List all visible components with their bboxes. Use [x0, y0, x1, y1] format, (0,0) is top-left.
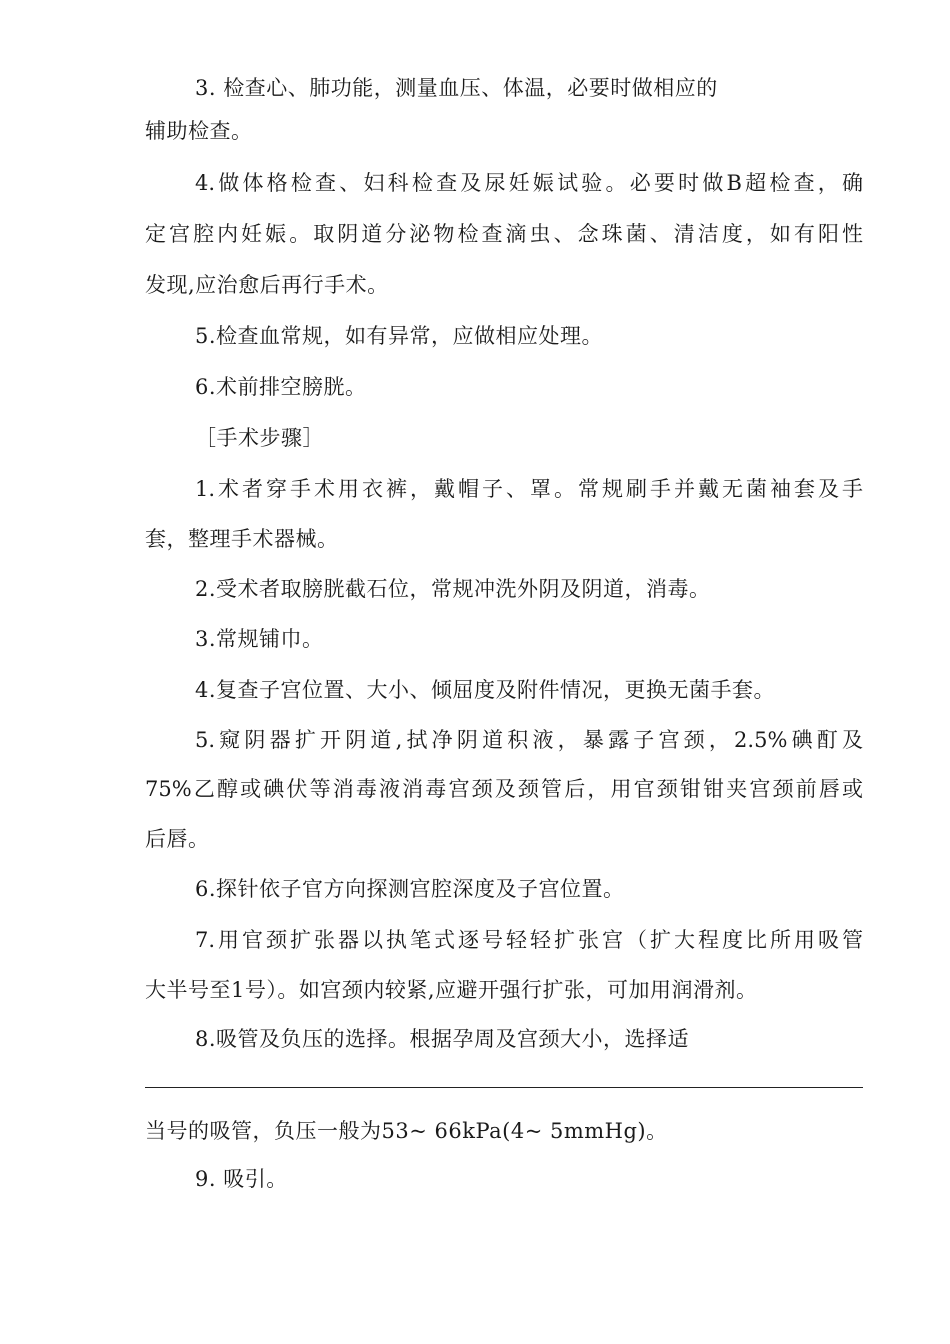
para-line: 后唇。 — [145, 827, 210, 851]
para-line: 1.术者穿手术用衣裤，戴帽子、罩。常规刷手并戴无菌袖套及手 — [195, 477, 863, 501]
para-line: 5.窥阴器扩开阴道,拭净阴道积液，暴露子宫颈，2.5%碘酊及 — [195, 728, 863, 752]
section-heading: ［手术步骤］ — [195, 426, 324, 450]
para-line: 套，整理手术器械。 — [145, 527, 339, 551]
para-line: 辅助检查。 — [145, 119, 253, 143]
para-line: 4.复查子宫位置、大小、倾屈度及附件情况，更换无菌手套。 — [195, 678, 776, 702]
para-line: 75%乙醇或碘伏等消毒液消毒宫颈及颈管后，用官颈钳钳夹宫颈前唇或 — [145, 777, 863, 801]
para-line: 7.用官颈扩张器以执笔式逐号轻轻扩张宫（扩大程度比所用吸管 — [195, 928, 863, 952]
page-break-rule — [145, 1087, 863, 1088]
para-line: 当号的吸管，负压一般为53~ 66kPa(4~ 5mmHg)。 — [145, 1119, 668, 1143]
para-line: 定宫腔内妊娠。取阴道分泌物检查滴虫、念珠菌、清洁度，如有阳性 — [145, 222, 863, 246]
para-line: 发现,应治愈后再行手术。 — [145, 273, 389, 297]
para-line: 6.术前排空膀胱。 — [195, 375, 367, 399]
para-line: 6.探针依子官方向探测宫腔深度及子宫位置。 — [195, 877, 625, 901]
para-line: 2.受术者取膀胱截石位，常规冲洗外阴及阴道，消毒。 — [195, 577, 711, 601]
para-line: 8.吸管及负压的选择。根据孕周及宫颈大小，选择适 — [195, 1027, 690, 1051]
para-line: 4.做体格检查、妇科检查及尿妊娠试验。必要时做B超检查，确 — [195, 171, 863, 195]
para-line: 大半号至1号）。如宫颈内较紧,应避开强行扩张，可加用润滑剂。 — [145, 978, 758, 1002]
para-line: 3. 检查心、肺功能，测量血压、体温，必要时做相应的 — [195, 76, 718, 100]
para-line: 3.常规铺巾。 — [195, 627, 324, 651]
para-line: 5.检查血常规，如有异常，应做相应处理。 — [195, 324, 604, 348]
para-line: 9. 吸引。 — [195, 1167, 288, 1191]
